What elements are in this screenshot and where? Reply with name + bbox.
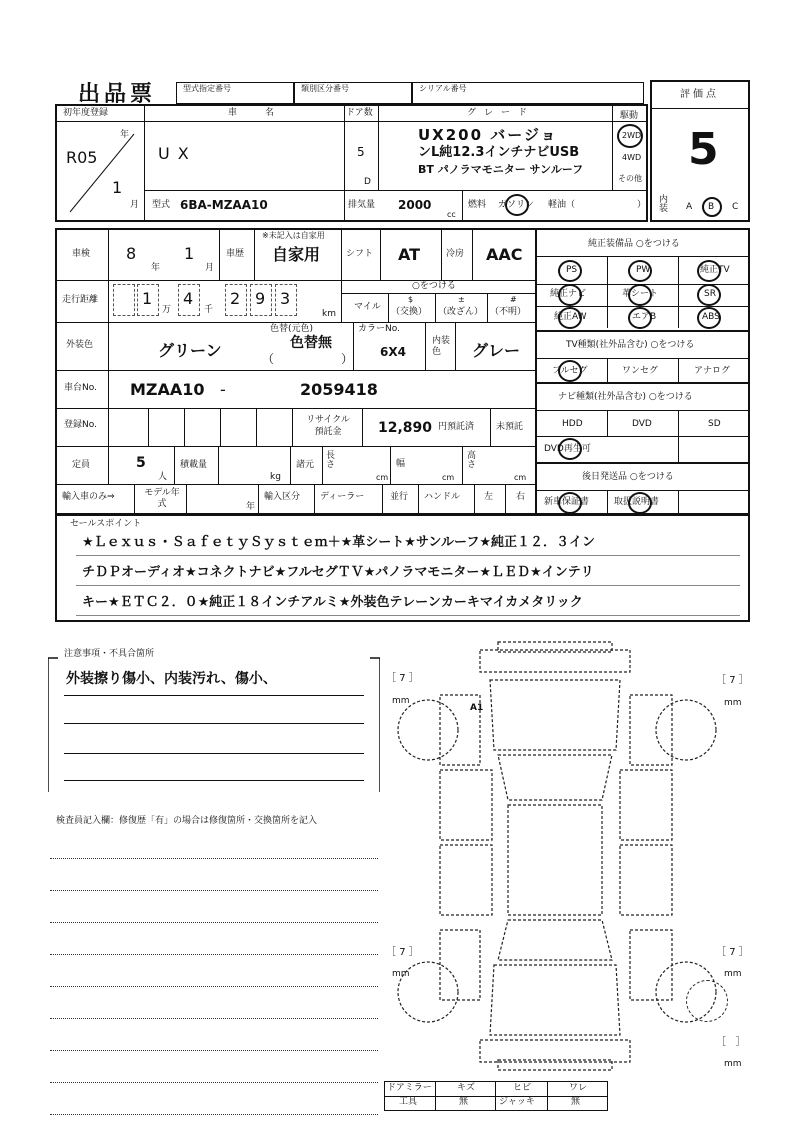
option-navi: 純正ナビ: [550, 289, 587, 299]
opt1-sym: $: [408, 295, 414, 304]
fuel-gasoline-circle: [505, 194, 529, 216]
notes-label: 注意事項・不具合箇所: [64, 649, 155, 659]
sales-points-label: セールスポイント: [70, 519, 142, 529]
sales-line-3: キー★ＥＴＣ２．０★純正１８インチアルミ★外装色テレーンカーキマイカメタリック: [82, 595, 583, 610]
opt2-sym: ±: [458, 295, 465, 304]
rating-label: 評価点: [680, 89, 719, 100]
mileage-circle-note: ○をつける: [412, 281, 456, 291]
exterior-color-label: 外装色: [66, 340, 94, 350]
handle-right: 右: [516, 492, 526, 502]
inspector-rule: [50, 1050, 378, 1051]
cm-unit: cm: [514, 473, 527, 482]
option-leather-circle: [628, 284, 652, 306]
length-label: 長さ: [326, 451, 336, 470]
doors-label: ドア数: [346, 108, 373, 118]
rating-value: 5: [688, 124, 719, 175]
grade-line-3: BT パノラマモニター サンルーフ: [418, 163, 584, 176]
form-title: 出品票: [78, 82, 157, 107]
option-sr-circle: [697, 284, 721, 306]
shaken-month: 1: [184, 244, 195, 263]
ac-value: AAC: [486, 245, 523, 264]
tire-depth-unit: mm: [724, 698, 742, 708]
inspector-rule: [50, 1114, 378, 1115]
model-year-label: モデル年式: [144, 488, 180, 509]
paren-close: ）: [341, 352, 354, 366]
damage-mark-a1: A1: [470, 703, 484, 713]
chassis-prefix: MZAA10: [130, 380, 205, 399]
fuel-diesel: 軽油（: [548, 200, 576, 210]
option-pw-circle: [628, 260, 652, 282]
recycle-unit: 円預託済: [438, 422, 475, 432]
interior-label: 内装: [659, 195, 669, 214]
fuel-close: ）: [637, 200, 647, 210]
displacement-label: 排気量: [348, 200, 376, 210]
tv-analog: アナログ: [694, 366, 731, 376]
inspector-rule: [50, 954, 378, 955]
man-unit: 万: [162, 305, 172, 315]
mileage-label: 走行距離: [62, 295, 99, 305]
later-manual: 取扱説明書: [614, 497, 660, 507]
spare-tire: [686, 980, 728, 1022]
interior-c: C: [732, 202, 739, 212]
doors-value: 5: [357, 145, 365, 159]
recycle-value: 12,890: [378, 420, 433, 436]
grade-line-2: ンL純12.3インチナビUSB: [418, 145, 580, 160]
mileage-digit-box: 4: [178, 284, 200, 316]
capacity-value: 5: [136, 455, 146, 471]
paren-open: （: [262, 352, 275, 366]
mileage-digit-box: 9: [250, 284, 272, 316]
tv-type-title: TV種類(社外品含む) ○をつける: [566, 340, 695, 350]
option-aw: 純正AW: [554, 312, 587, 322]
mirror-tools-table: [384, 1081, 608, 1111]
navi-dvd-playback-circle: [558, 438, 582, 460]
year-unit: 年: [120, 130, 130, 140]
type-code-field: 型式指定番号: [176, 82, 294, 104]
cm-unit: cm: [376, 473, 389, 482]
option-aw-circle: [558, 307, 582, 329]
notes-rule: [64, 753, 364, 754]
inspector-rule: [50, 922, 378, 923]
option-airbag: エアB: [632, 312, 657, 322]
interior-b: B: [708, 202, 715, 212]
tire-depth-unit: mm: [392, 696, 410, 706]
spare-tire-depth-bracket: ［ ］: [716, 1037, 746, 1048]
registration-label: 登録No.: [64, 420, 97, 430]
notes-rule: [64, 695, 364, 696]
handle-left: 左: [484, 492, 494, 502]
color-no-value: 6X4: [380, 345, 406, 359]
month-unit: 月: [130, 200, 140, 210]
import-only-label: 輸入車のみ⇒: [62, 492, 115, 502]
load-unit: kg: [270, 472, 281, 482]
tire-depth-bracket: ［ 7 ］: [386, 947, 419, 958]
drive-4wd: 4WD: [622, 153, 642, 162]
navi-dvd: DVD: [632, 419, 652, 429]
height-label: 高さ: [467, 451, 477, 470]
repaint-label: 色替(元色): [270, 324, 314, 334]
shaken-month-unit: 月: [205, 263, 215, 273]
navi-dvd-playback: DVD再生可: [544, 444, 591, 454]
table-header: ドアミラー: [387, 1083, 432, 1093]
notes-rule: [64, 723, 364, 724]
exterior-color-value: グリーン: [158, 341, 222, 360]
drive-other: その他: [618, 174, 642, 183]
import-parallel: 並行: [390, 492, 409, 502]
sen-unit: 千: [204, 305, 214, 315]
import-dealer: ディーラー: [320, 492, 365, 502]
dims-label: 諸元: [296, 460, 315, 470]
interior-color-value: グレー: [472, 341, 521, 360]
option-sr: SR: [704, 289, 716, 299]
shift-value: AT: [398, 245, 421, 264]
fuel-label: 燃料: [468, 200, 487, 210]
mileage-tampered: （改ざん）: [438, 307, 484, 317]
option-airbag-circle: [628, 307, 652, 329]
option-tv: 純正TV: [700, 265, 730, 275]
cc-unit: cc: [447, 210, 456, 219]
factory-options-title: 純正装備品 ○をつける: [588, 239, 680, 249]
model-value: 6BA-MZAA10: [180, 198, 268, 212]
table-cell: ジャッキ: [499, 1097, 535, 1107]
displacement-value: 2000: [398, 198, 432, 212]
tire-depth-unit: mm: [724, 969, 742, 979]
option-abs: ABS: [702, 312, 720, 322]
option-ps-circle: [558, 260, 582, 282]
inspector-rule: [50, 986, 378, 987]
navi-type-title: ナビ種類(社外品含む) ○をつける: [558, 392, 693, 402]
inspector-rule: [50, 1082, 378, 1083]
color-no-label: カラーNo.: [358, 324, 400, 334]
km-unit: km: [322, 309, 336, 319]
later-warranty-circle: [558, 492, 582, 514]
shift-label: シフト: [346, 249, 374, 259]
table-header: ヒビ: [513, 1083, 532, 1093]
capacity-unit: 人: [158, 472, 168, 482]
option-tv-circle: [697, 260, 721, 282]
repaint-value: 色替無: [290, 335, 332, 351]
table-cell: 無: [571, 1097, 581, 1107]
import-year-unit: 年: [246, 502, 256, 512]
grade-label: グレード: [467, 108, 536, 118]
inspector-rule: [50, 1018, 378, 1019]
shaken-label: 車検: [72, 249, 91, 259]
mileage-unknown: （不明）: [490, 307, 527, 317]
recycle-unpaid: 未預託: [496, 422, 524, 432]
table-header: キズ: [457, 1083, 475, 1093]
inspector-label: 検査員記入欄：修復歴「有」の場合は修復箇所・交換箇所を記入: [56, 816, 318, 826]
mileage-digit-box: 3: [275, 284, 297, 316]
first-reg-month: 1: [112, 178, 123, 197]
fuel-gasoline: ガソリン: [498, 200, 535, 210]
drive-2wd: 2WD: [622, 131, 642, 140]
mileage-digit-box: 1: [137, 284, 159, 316]
chassis-number: 2059418: [300, 380, 378, 399]
grade-line-1: UX200 バージョ: [418, 126, 558, 144]
ac-label: 冷房: [446, 249, 465, 259]
class-code-field: 類別区分番号: [294, 82, 412, 104]
mileage-digit-box: [113, 284, 135, 316]
table-header: ワレ: [569, 1083, 588, 1093]
mileage-exchange: （交換）: [391, 307, 428, 317]
car-name-value: UX: [158, 144, 197, 163]
notes-rule: [64, 780, 364, 781]
tire-depth-unit: mm: [392, 969, 410, 979]
drive-2wd-circle: [617, 124, 643, 148]
option-navi-circle: [558, 284, 582, 306]
chassis-label: 車台No.: [64, 383, 97, 393]
tire-depth-bracket: ［ 7 ］: [716, 947, 749, 958]
inspector-rule: [50, 890, 378, 891]
later-items-title: 後日発送品 ○をつける: [582, 472, 674, 482]
shaken-year-unit: 年: [151, 263, 161, 273]
width-label: 幅: [396, 459, 406, 469]
car-name-label: 車名: [228, 108, 303, 118]
mile-option: マイル: [354, 302, 381, 312]
option-pw: PW: [636, 265, 651, 275]
later-manual-circle: [628, 492, 652, 514]
option-leather: 革シート: [622, 289, 659, 299]
tv-fullseg: フルセグ: [552, 366, 588, 376]
navi-hdd: HDD: [562, 419, 583, 429]
first-reg-year: R05: [66, 148, 98, 167]
table-cell: 無: [459, 1097, 469, 1107]
recycle-label: リサイクル預託金: [306, 415, 350, 437]
history-value: 自家用: [272, 245, 321, 264]
option-abs-circle: [697, 307, 721, 329]
drive-label: 駆動: [620, 111, 639, 121]
option-ps: PS: [566, 265, 578, 275]
import-class-label: 輸入区分: [264, 492, 301, 502]
tire-depth-bracket: ［ 7 ］: [716, 675, 749, 686]
capacity-label: 定員: [72, 460, 91, 470]
navi-sd: SD: [708, 419, 721, 429]
shaken-year: 8: [126, 244, 137, 263]
later-warranty: 新車保証書: [544, 497, 590, 507]
interior-b-circle: [702, 197, 722, 217]
serial-field: シリアル番号: [412, 82, 644, 104]
sales-line-2: チＤＰオーディオ★コネクトナビ★フルセグＴＶ★パノラマモニター★ＬＥＤ★インテリ: [82, 565, 594, 580]
handle-label: ハンドル: [424, 492, 461, 502]
load-label: 積載量: [180, 460, 208, 470]
cm-unit: cm: [442, 473, 455, 482]
history-label: 車歴: [226, 249, 245, 259]
interior-color-label: 内装色: [432, 336, 451, 357]
tv-oneseg: ワンセグ: [622, 366, 659, 376]
model-label: 型式: [152, 200, 171, 210]
inspector-rule: [50, 858, 378, 859]
tv-fullseg-circle: [558, 360, 582, 382]
mileage-digit-box: 2: [225, 284, 247, 316]
first-reg-label: 初年度登録: [63, 108, 109, 118]
tire-depth-bracket: ［ 7 ］: [386, 673, 419, 684]
spare-tire-depth-unit: mm: [724, 1059, 742, 1069]
notes-line-1: 外装擦り傷小、内装汚れ、傷小、: [66, 671, 277, 687]
table-cell: 工具: [399, 1097, 418, 1107]
opt3-sym: #: [510, 295, 517, 304]
history-note: ※未記入は自家用: [262, 231, 325, 240]
sales-line-1: ★Ｌｅｘｕｓ・ＳａｆｅｔｙＳｙｓｔｅｍ＋★革シート★サンルーフ★純正１２．３イン: [82, 535, 595, 550]
chassis-dash: -: [220, 380, 226, 399]
interior-a: A: [686, 202, 693, 212]
doors-suffix: D: [364, 177, 371, 187]
